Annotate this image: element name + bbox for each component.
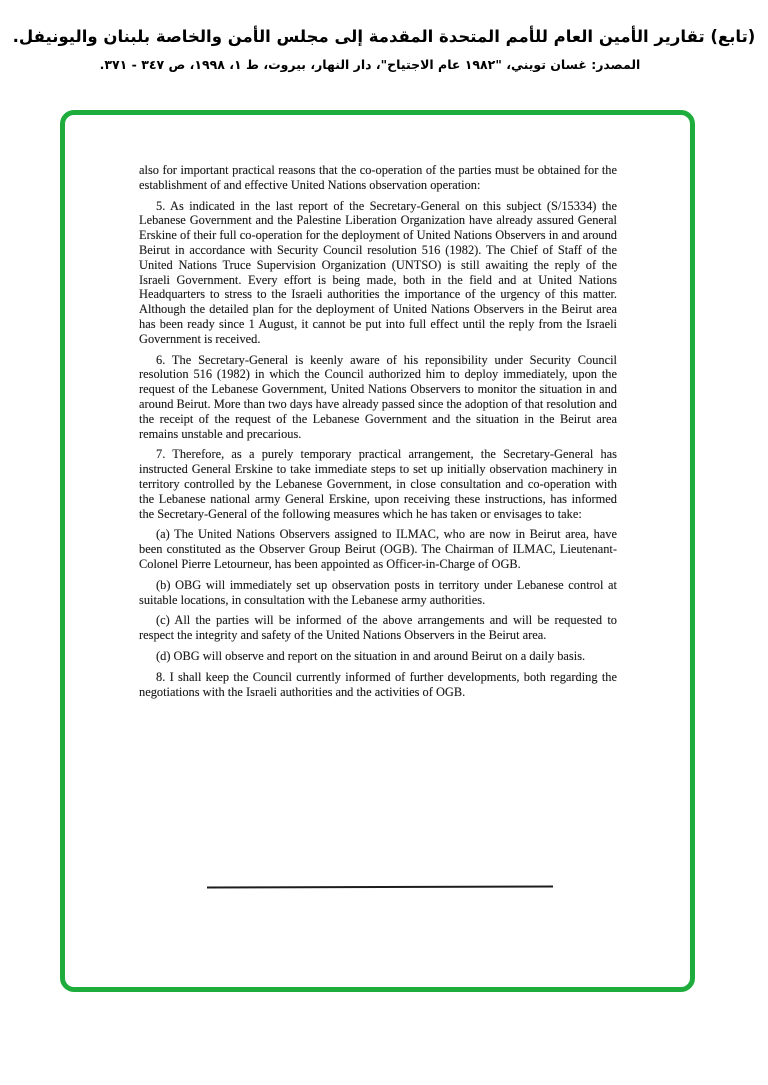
paragraph-item-a: (a) The United Nations Observers assigned to ILMAC, who are now in Beirut area, have been constituted as the Observer Group Beirut (OGB). The Chairman of ILMAC, Lieutenant-Colonel Pierre Letourneur, has been appointed as Officer-in-Charge of OGB. (139, 527, 617, 571)
paragraph-item-c: (c) All the parties will be informed of the above arrangements and will be requested to respect the integrity and safety of the United Nations Observers in the Beirut area. (139, 613, 617, 643)
paragraph-5: 5. As indicated in the last report of the Secretary-General on this subject (S/15334) the Lebanese Government and the Palestine Liberation Organization have already assured General Erskine of their full co-operation for the deployment of United Nations Observers in and around Beirut in accordance with Security Council resolution 516 (1982). The Chief of Staff of the United Nations Truce Supervision Organization (UNTSO) is still awaiting the reply of the Israeli Government. Every effort is being made, both in the field and at United Nations Headquarters to stress to the Israeli authorities the importance of the urgency of this matter. Although the detailed plan for the deployment of United Nations Observers in the Beirut area has been ready since 1 August, it cannot be put into full effect until the reply from the Israeli Government is received. (139, 198, 617, 346)
document-body (139, 163, 617, 699)
arabic-header (0, 24, 768, 76)
paragraph-item-b: (b) OBG will immediately set up observation posts in territory under Lebanese control at suitable locations, in consultation with the Lebanese army authorities. (139, 577, 617, 607)
paragraph-8: 8. I shall keep the Council currently informed of further developments, both regarding the negotiations with the Israeli authorities and the activities of OGB. (139, 669, 617, 699)
paragraph-7: 7. Therefore, as a purely temporary practical arrangement, the Secretary-General has instructed General Erskine to take immediate steps to set up initially observation machinery in territory controlled by the Lebanese Government, in close consultation and co-operation with the Lebanese national army General Erskine, upon receiving these instructions, has informed the Secretary-General of the following measures which he has taken or envisages to take: (139, 447, 617, 521)
paragraph-intro-continuation: also for important practical reasons that the co-operation of the parties must be obtained for the establishment of and effective United Nations observation operation: (139, 163, 617, 192)
document-frame (60, 110, 695, 992)
header-title-line: (تابع) تقارير الأمين العام للأمم المتحدة المقدمة إلى مجلس الأمن والخاصة بلبنان واليونيفل. (12, 27, 756, 46)
header-source-line: المصدر: غسان تويني، "١٩٨٢ عام الاجتياح"، دار النهار، بيروت، ط ١، ١٩٩٨، ص ٣٤٧ - ٣٧١. (99, 57, 641, 72)
paragraph-6: 6. The Secretary-General is keenly aware of his reponsibility under Security Council resolution 516 (1982) in which the Council authorized him to deploy immediately, upon the request of the Lebanese Government, United Nations Observers to monitor the situation in and around Beirut. More than two days have already passed since the adoption of that resolution and the receipt of the request of the Lebanese Government and the situation in the Beirut area remains unstable and precarious. (139, 352, 617, 441)
paragraph-item-d: (d) OBG will observe and report on the situation in and around Beirut on a daily basis. (156, 648, 586, 663)
horizontal-rule (207, 886, 553, 889)
